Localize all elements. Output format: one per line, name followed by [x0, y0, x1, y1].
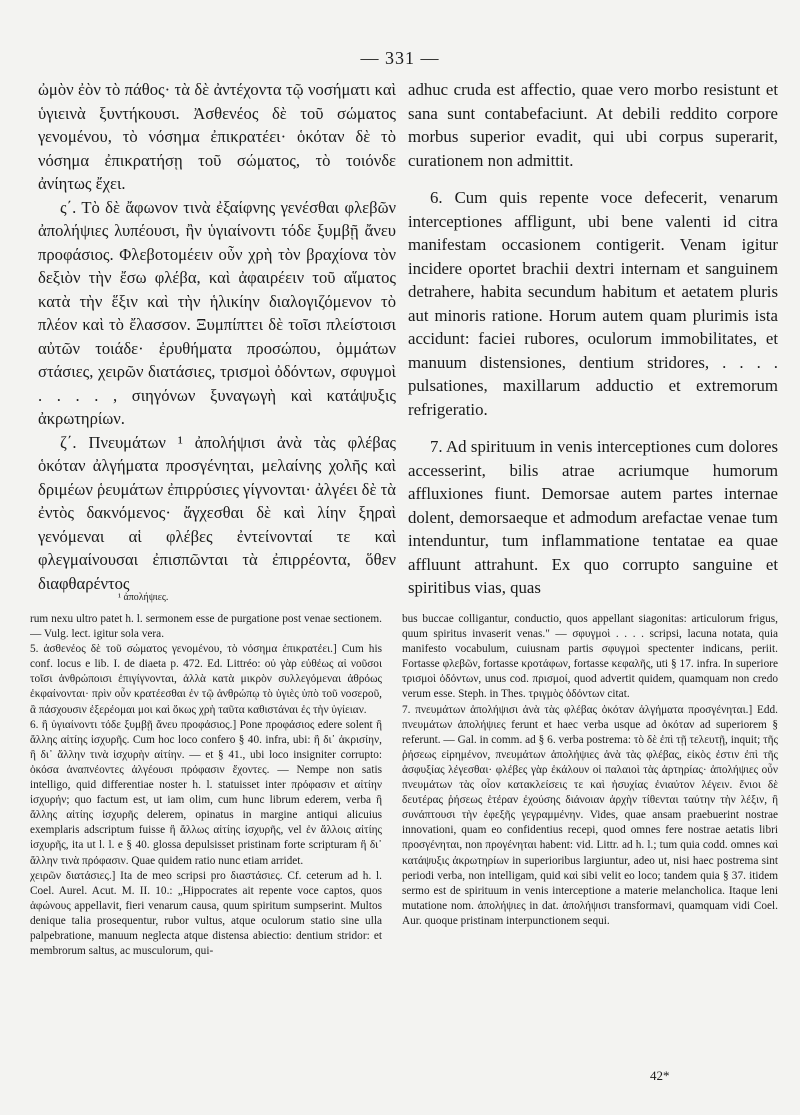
- notes-left-column: [30, 612, 382, 959]
- page-number: — 331 —: [360, 48, 440, 68]
- note-paragraph: χειρῶν διατάσιες.] Ita de meo scripsi pro διαστάσιες. Cf. ceterum ad h. l. Coel. Aurel. Acut. M. II. 10.: „Hippocrates ait repente voce captos, quos ἀφώνους appellavit, fieri venarum causa, quum spiritum sumpserint. Multos denique talia prosequentur, rubor vultus, atque oculorum statio sine ulla palpebratione, manuum neglecta atque distensa abiectio: dentium stridor: et membrorum saltus, ac musculorum, qui-: [30, 869, 382, 958]
- latin-paragraph: adhuc cruda est affectio, quae vero morbo resistunt et sana sunt contabefaciunt. At debili reddito corpore morbus superior evadit, qui ubi corpus superarit, curationem non admittit.: [408, 80, 778, 170]
- latin-paragraph: 6. Cum quis repente voce defecerit, venarum interceptiones affligunt, ubi bene valenti id citra manifestam occasionem contigerit. Venam igitur incidere oportet brachii dextri internam et sanguinem detrahere, habita secundum habitum et aetatem pluris aut minoris ratione. Horum autem quam plurimis ista accidunt: faciei rubores, oculorum immobilitates, et manuum distensiones, dentium stridores, . . . . pulsationes, maxillarum adductio et extremorum refrigeratio.: [408, 188, 778, 419]
- greek-paragraph: ὠμὸν ἐὸν τὸ πάθος· τὰ δὲ ἀντέχοντα τῷ νοσήματι καὶ ὑγιεινὰ ξυντήκουσι. Ἀσθενέος δὲ τοῦ σώματος γενομένου, τὸ νόσημα ἐπικρατέει· ὁκόταν δὲ τὸ νόσημα ἐπικρατήσῃ τοῦ σώματος, τὸ τοιόνδε ἀνίητως ἔχει.: [38, 80, 396, 193]
- signature-mark: 42*: [650, 1068, 670, 1083]
- greek-footnote: ¹ ἀπολήψιες.: [118, 592, 169, 603]
- latin-paragraph: 7. Ad spirituum in venis interceptiones cum dolores accesserint, bilis atrae acriumque humorum affluxiones fiunt. Demorsae autem partes internae dolent, demorsaeque et admodum arefactae venae tum intenduntur, tum inflammatione tentatae ea quae affluunt attrahunt. Ex quo corrupto sanguine et spiritibus vias, quas: [408, 437, 778, 597]
- notes-right-column: [402, 612, 778, 929]
- latin-column: [408, 78, 778, 600]
- note-paragraph: 5. ἀσθενέος δὲ τοῦ σώματος γενομένου, τὸ νόσημα ἐπικρατέει.] Cum his conf. locus e lib. I. de diaeta p. 472. Ed. Littréo: οὐ γὰρ εὐθέως αἱ νοῦσοι τοῖσι ἀνθρώποισι ἐπιγίγνονται, ἀλλὰ κατὰ μικρὸν συλλεγόμεναι ἀθρόως ἐκφαίνονται· πρὶν οὖν κρατέεσθαι ἐν τῷ ἀνθρώπῳ τὸ ὑγιὲς ὑπὸ τοῦ νοσεροῦ, ἃ πάσχουσιν ἐξερέομαι μοι καὶ ὅκως χρὴ ταῦτα καθιστάναι ἐς τὴν ὑγίειαν.: [30, 643, 382, 716]
- note-paragraph: bus buccae colligantur, conductio, quos appellant siagonitas: articulorum frigus, quum spiritus invaserit venas." — σφυγμοὶ . . . . scripsi, lacuna notata, quia manifesto vocabulum, cuiusnam partis σφυγμοὶ spectenter indicans, periit. Fortasse φλεβῶν, fortasse κροτάφων, fortasse κεφαλῆς, uti § 17. infra. In superiore τρισμοὶ ὀδόντων, unus cod. πρισμοί, quod advertit quidem, quamquam non credo verum esse. Steph. in Thes. τριγμὸς ὀδόντων citat.: [402, 613, 778, 701]
- greek-paragraph: ζ΄. Πνευμάτων ¹ ἀπολήψισι ἀνὰ τὰς φλέβας ὁκόταν ἀλγήματα προσγένηται, μελαίνης χολῆς καὶ δριμέων ῥευμάτων ἐπιρρύσιες γίγνονται· ἀλγέει δὲ τὰ ἐντὸς δακνόμενος· ἄγχεσθαι δὲ καὶ λίην ξηραὶ γενόμεναι αἱ φλέβες ἐντείνονταί τε καὶ φλεγμαίνουσαι ἐπισπῶνται τὰ ἐπιρρέοντα, ὅθεν διαφθαρέντος: [38, 432, 396, 593]
- greek-paragraph: ς΄. Τὸ δὲ ἄφωνον τινὰ ἐξαίφνης γενέσθαι φλεβῶν ἀπολήψιες λυπέουσι, ἢν ὑγιαίνοντι τόδε ξυμβῇ ἄνευ προφάσιος. Φλεβοτομέειν οὖν χρὴ τὸν βραχίονα τὸν δεξιὸν τὴν ἔσω φλέβα, καὶ ἀφαιρέειν τοῦ αἵματος κατὰ τὴν ἕξιν καὶ τὴν ἡλικίην διαλογιζόμενον τὸ πλέον καὶ τὸ ἔλασσον. Ξυμπίπτει δὲ τοῖσι πλείστοισι αὐτῶν τοιάδε· ἐρυθήματα προσώπου, ὀμμάτων στάσιες, χειρῶν διατάσιες, τρισμοὶ ὀδόντων, σφυγμοὶ . . . . , σιηγόνων ξυναγωγὴ καὶ κατάψυξις ἀκρωτηρίων.: [38, 197, 396, 428]
- main-text: [38, 78, 778, 597]
- note-paragraph: rum nexu ultro patet h. l. sermonem esse de purgatione post venae sectionem. — Vulg. lect. igitur sola vera.: [30, 613, 382, 641]
- greek-column: [38, 78, 396, 595]
- note-paragraph: 7. πνευμάτων ἀπολήψισι ἀνὰ τὰς φλέβας ὁκόταν ἀλγήματα προσγένηται.] Edd. πνευμάτων ἀπολήψιες ferunt et haec verba usque ad ὁκόταν ad superiorem § referunt. — Gal. in comm. ad § 6. verba postrema: τὸ δὲ ἐπὶ τῇ τελευτῇ, inquit; τῆς ῥήσεως εἰρημένον, πνευμάτων ἀπολήψιες ἀνὰ τὰς φλέβας, εἰκὸς ἐστιν ἐπὶ τῆς ἀσφυξίας λέγεσθαι· φλέβες γὰρ ἐκάλουν οἱ παλαιοὶ τὰς ἀρτηρίας· ἀπολήψιες οὖν πνευμάτων τὰς οἷον κατακλείσεις τε καὶ ἡσυχίας ἐνιαύτον λέγειν. ἔνιοι δὲ δευτέρας ῥήσεως ἑτέραν ἐχούσης διάνοιαν ἀρχὴν τίθενται ταύτην τὴν λέξιν, ἢ συνάπτουσι τὴν ἐφεξῆς γεγραμμένην. Vides, quae ansam praebuerint nostrae innovationi, quam eo confidentius recepi, quod omnes fere nostrae aetatis libri προσγένηται, non προγένηται habent: vid. Littr. ad h. l.; tum quia codd. omnes καὶ κατάψυξις ἀκρωτηρίων in superioribus largiuntur, adeo ut, nisi haec postrema sint periodi verba, non intelligam, quid καὶ sibi velit eo loco; tandem quia § 37. itidem sermo est de spirituum in venis interceptione a materie melancholica. Itaque leni mutatione nom. ἀπολήψιες in dat. ἀπολήψισι transformavi, quamquam vidi Coel. Aur. quoque pristinam interpunctionem sequi.: [402, 703, 778, 927]
- note-paragraph: 6. ἢ ὑγιαίνοντι τόδε ξυμβῇ ἄνευ προφάσιος.] Pone προφάσιος edere solent ἢ ἄλλης αἰτίης ἰσχυρῆς. Cum hoc loco confero § 40. infra, ubi: ἢ δι᾽ ἀκρισίην, ἢ δι᾽ ἄλλην τινὰ ἰσχυρὴν αἰτίην. — et § 41., ubi loco insigniter corrupto: ὁκόσα ἀναπνέοντες ἀλγέουσι πρόφασιν ἔχοντες. — Nempe non satis intelligo, quid differentiae noster h. l. statuisset inter πρόφασιν et αἰτίην ἰσχυρήν; quo factum est, ut iam olim, cum hunc librum ederem, verba ἢ ἄλλης αἰτίης ἰσχυρῆς delerem, opinatus in margine antiqui alicuius exemplaris adscriptum fuisse ἢ ἄλλως αἰτίης ἰσχυρῆς, vel ἐν ἄλλοις αἰτίης ἰσχυρῆς, ita ut l. l. e § 40. glossa depulsisset pristinam forte scripturam ἢ δι᾽ ἄλλην τινὰ πρόφασιν. Quae quidem ratio nunc etiam arridet.: [30, 718, 382, 867]
